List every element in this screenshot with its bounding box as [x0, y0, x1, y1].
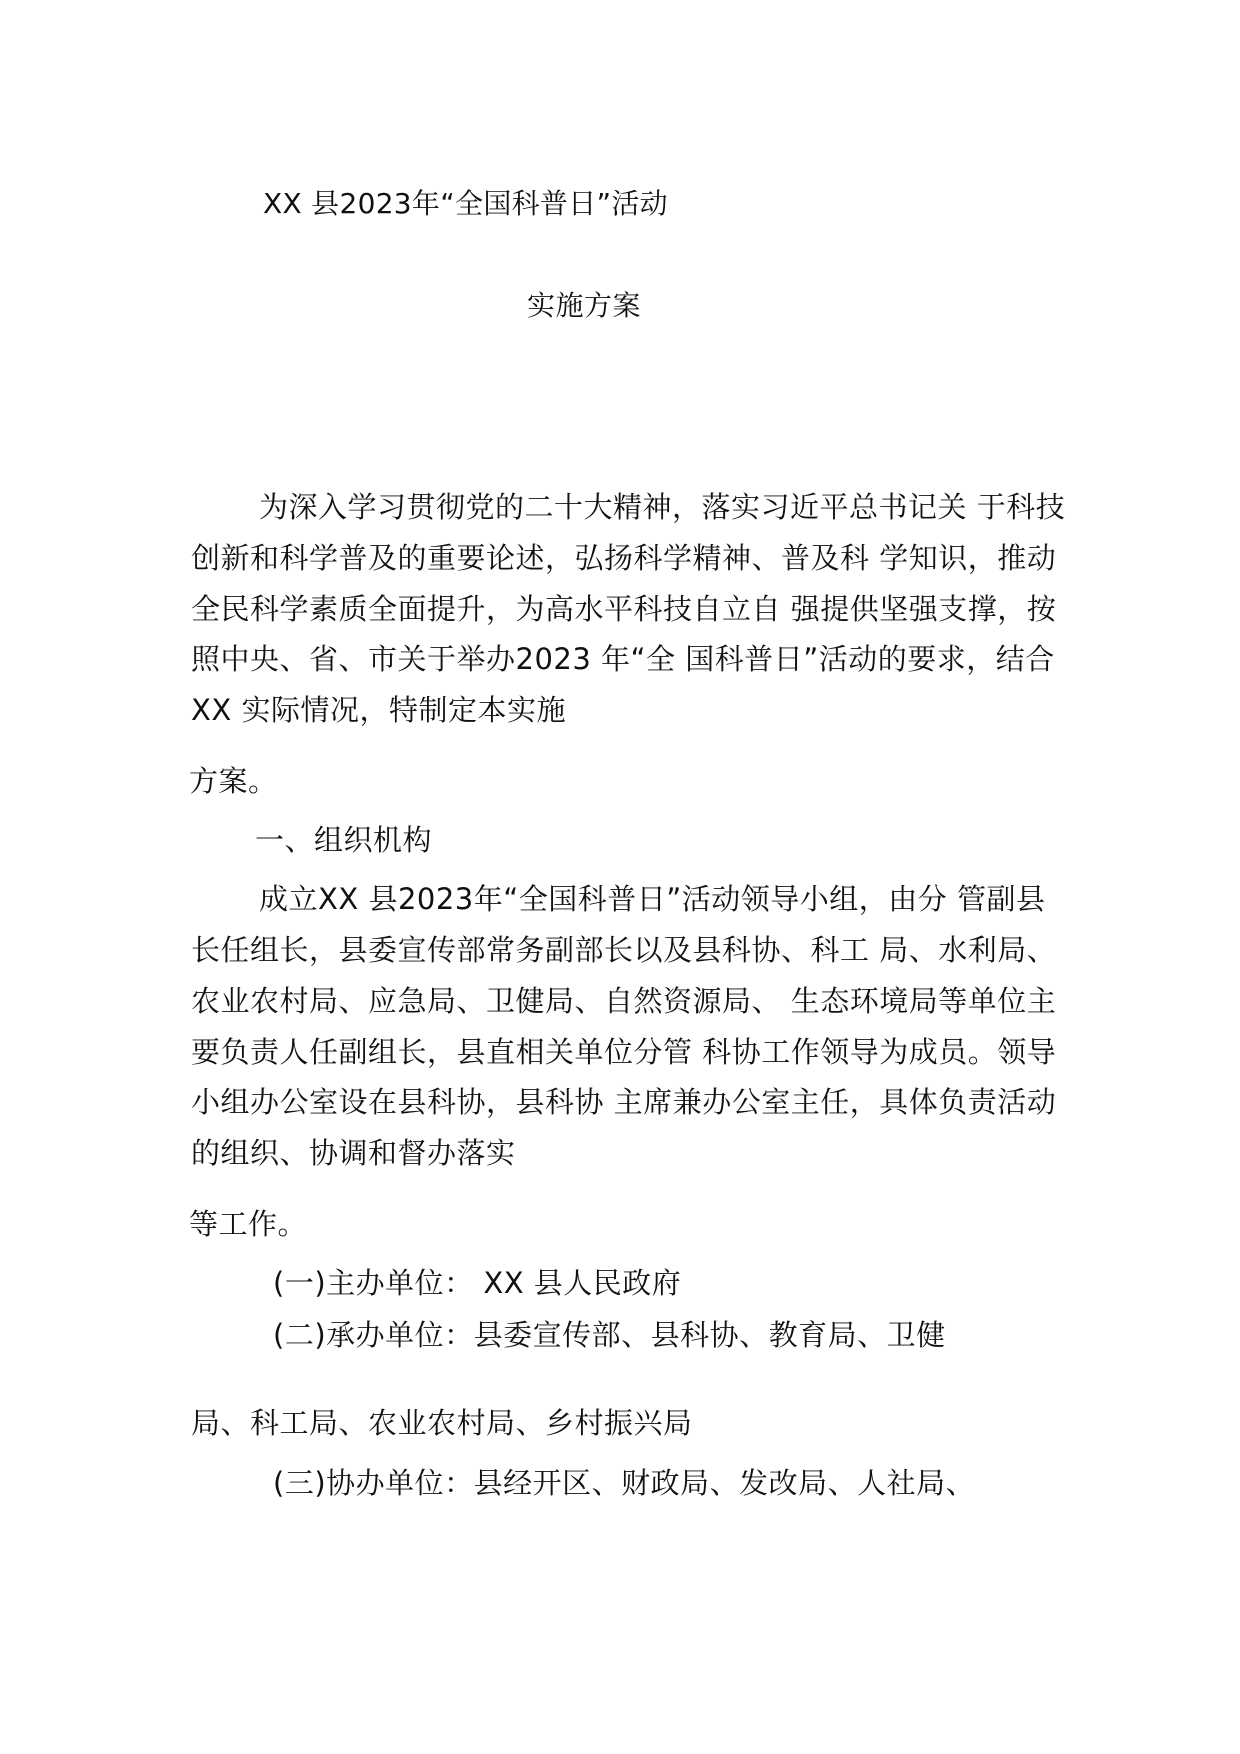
intro-line-2: 创新和科学普及的重要论述，弘扬科学精神、普及科 学知识，推动 [191, 541, 1057, 575]
org-line-4: 要负责人任副组长，县直相关单位分管 科协工作领导为成员。领导 [191, 1035, 1057, 1069]
section-heading-organization: 一、组织机构 [255, 823, 433, 857]
unit-line-co-organizer: (三)协办单位：县经开区、财政局、发改局、人社局、 [273, 1466, 976, 1500]
intro-line-5: XX 实际情况，特制定本实施 [191, 693, 566, 727]
org-line-1: 成立XX 县2023年“全国科普日”活动领导小组，由分 管副县 [259, 882, 1046, 916]
document-title: XX 县2023年“全国科普日”活动 [263, 187, 668, 220]
intro-line-6: 方案。 [189, 764, 278, 798]
intro-line-4: 照中央、省、市关于举办2023 年“全 国科普日”活动的要求，结合 [191, 642, 1055, 676]
document-subtitle: 实施方案 [527, 289, 642, 322]
intro-line-3: 全民科学素质全面提升，为高水平科技自立自 强提供坚强支撑，按 [191, 592, 1057, 626]
org-line-2: 长任组长，县委宣传部常务副部长以及县科协、科工 局、水利局、 [191, 933, 1057, 967]
intro-line-1: 为深入学习贯彻党的二十大精神，落实习近平总书记关 于科技 [259, 490, 1066, 524]
unit-line-host: (一)主办单位： XX 县人民政府 [273, 1266, 682, 1300]
org-line-5: 小组办公室设在县科协，县科协 主席兼办公室主任，具体负责活动 [191, 1085, 1057, 1119]
org-line-3: 农业农村局、应急局、卫健局、自然资源局、 生态环境局等单位主 [191, 984, 1057, 1018]
org-line-7: 等工作。 [189, 1207, 308, 1241]
org-line-6: 的组织、协调和督办落实 [191, 1136, 516, 1170]
unit-line-organizer-cont: 局、科工局、农业农村局、乡村振兴局 [191, 1406, 693, 1440]
unit-line-organizer: (二)承办单位：县委宣传部、县科协、教育局、卫健 [273, 1318, 946, 1352]
